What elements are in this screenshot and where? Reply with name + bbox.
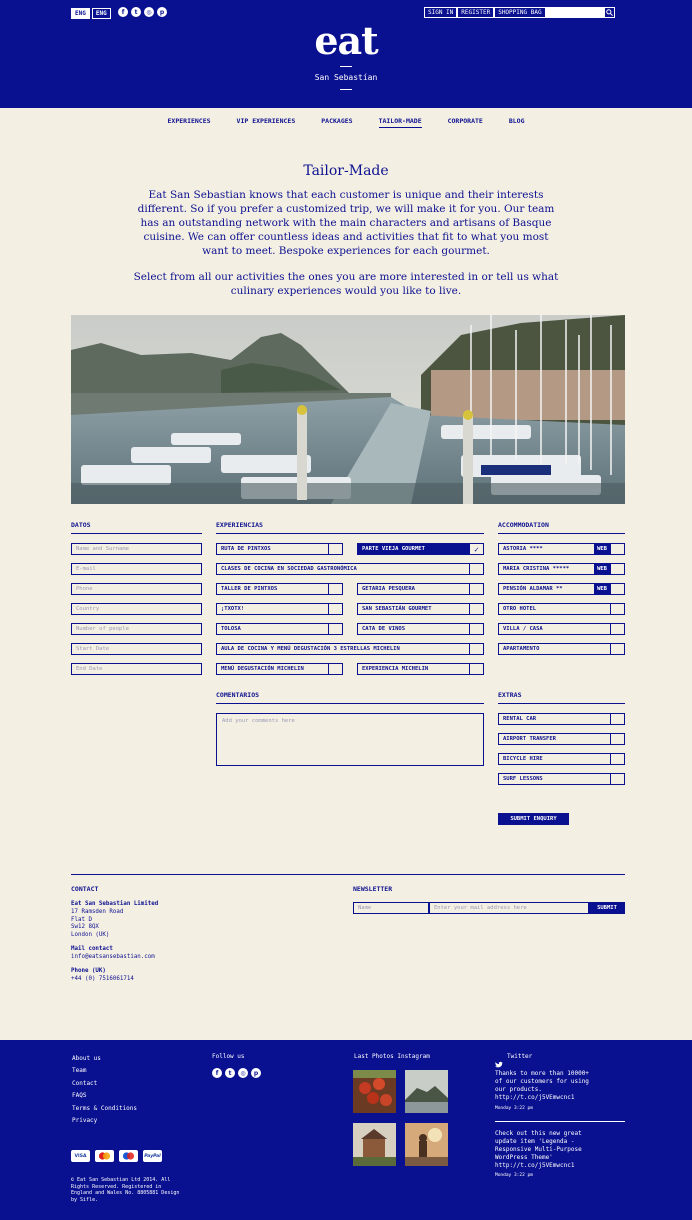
- logo-divider: [340, 89, 352, 90]
- lang-option-active[interactable]: ENG: [71, 8, 90, 19]
- payment-cards: [71, 1150, 162, 1162]
- company-name: Eat San Sebastian Limited: [71, 901, 159, 907]
- option-label: RENTAL CAR: [503, 716, 537, 722]
- exp-clases-de-cocina[interactable]: [216, 563, 484, 575]
- city-name: San Sebastían: [314, 73, 378, 82]
- option-label: VILLA / CASA: [503, 626, 543, 632]
- extra-rental-car[interactable]: [498, 713, 625, 725]
- email-field[interactable]: E-mail: [71, 563, 202, 575]
- mail-link[interactable]: info@eatsansebastian.com: [71, 953, 155, 960]
- search-icon[interactable]: [604, 7, 615, 18]
- nav-blog[interactable]: BLOG: [508, 117, 525, 125]
- checkbox[interactable]: [610, 604, 624, 614]
- option-label: SURF LESSONS: [503, 776, 543, 782]
- footer-link-contact[interactable]: Contact: [72, 1079, 98, 1087]
- facebook-icon[interactable]: f: [212, 1068, 222, 1078]
- option-label: PARTE VIEJA GOURMET: [362, 546, 425, 552]
- exp-getaria-pesquera[interactable]: [357, 583, 484, 595]
- checkbox[interactable]: [469, 644, 483, 654]
- section-divider: [71, 874, 625, 875]
- site-footer: [0, 1040, 692, 1220]
- visa-card-icon: VISA: [71, 1150, 90, 1162]
- option-label: BICYCLE HIRE: [503, 756, 543, 762]
- start-date-field[interactable]: Start Date: [71, 643, 202, 655]
- main-nav: [0, 117, 692, 128]
- footer-links: [72, 1053, 137, 1127]
- option-label: ¡TXOTX!: [221, 606, 245, 612]
- country-field[interactable]: Country: [71, 603, 202, 615]
- newsletter-email-input[interactable]: Enter your mail address here: [429, 902, 589, 914]
- address-line: 17 Ramsden Road: [71, 909, 124, 915]
- extras-heading: EXTRAS: [498, 691, 522, 699]
- address-line: London (UK): [71, 931, 110, 938]
- exp-experiencia-michelin[interactable]: [357, 663, 484, 675]
- checkbox[interactable]: [610, 644, 624, 654]
- experiencias-divider: [216, 533, 484, 534]
- footer-link-terms[interactable]: Terms & Conditions: [72, 1104, 138, 1112]
- exp-cata-de-vinos[interactable]: [357, 623, 484, 635]
- footer-link-team[interactable]: Team: [72, 1067, 87, 1075]
- nav-vip-experiences[interactable]: VIP EXPERIENCES: [236, 117, 296, 125]
- option-label: PENSIÓN ALDAMAR **: [503, 586, 563, 592]
- checkbox[interactable]: [469, 604, 483, 614]
- pinterest-icon[interactable]: p: [157, 7, 167, 17]
- web-link[interactable]: WEB: [594, 564, 610, 574]
- instagram-photo[interactable]: [353, 1123, 396, 1166]
- experiencias-heading: EXPERIENCIAS: [216, 521, 263, 529]
- mastercard-icon: [95, 1150, 114, 1162]
- checkbox[interactable]: [610, 714, 624, 724]
- footer-link-about[interactable]: About us: [72, 1055, 101, 1062]
- twitter-icon[interactable]: t: [131, 7, 141, 17]
- shopping-bag-link[interactable]: SHOPPING BAG: [494, 7, 545, 18]
- exp-san-sebastian-gourmet[interactable]: [357, 603, 484, 615]
- accommodation-divider: [498, 533, 625, 534]
- option-label: EXPERIENCIA MICHELIN: [362, 666, 429, 672]
- checkbox[interactable]: [328, 544, 342, 554]
- option-label: TOLOSA: [221, 626, 241, 632]
- checkbox[interactable]: [328, 664, 342, 674]
- nav-tailor-made[interactable]: TAILOR-MADE: [379, 117, 422, 128]
- people-field[interactable]: Number of people: [71, 623, 202, 635]
- comentarios-heading: COMENTARIOS: [216, 691, 260, 699]
- exp-aula-de-cocina[interactable]: [216, 643, 484, 655]
- exp-tolosa[interactable]: [216, 623, 343, 635]
- phone-field[interactable]: Phone: [71, 583, 202, 595]
- acc-astoria[interactable]: [498, 543, 625, 555]
- option-label: GETARIA PESQUERA: [362, 586, 415, 592]
- datos-heading: DATOS: [71, 521, 91, 529]
- acc-pension-aldamar[interactable]: [498, 583, 625, 595]
- nav-packages[interactable]: PACKAGES: [321, 117, 353, 125]
- option-label: MENÚ DEGUSTACIÓN MICHELIN: [221, 666, 304, 672]
- instagram-icon[interactable]: ◎: [238, 1068, 248, 1078]
- name-field[interactable]: Name and Surname: [71, 543, 202, 555]
- comentarios-divider: [216, 703, 484, 704]
- checkbox[interactable]: [469, 624, 483, 634]
- newsletter-submit-button[interactable]: SUBMIT: [589, 902, 625, 914]
- nav-corporate[interactable]: CORPORATE: [447, 117, 483, 125]
- phone-label: Phone (UK): [71, 968, 106, 974]
- checkbox[interactable]: [610, 544, 624, 554]
- facebook-icon[interactable]: f: [118, 7, 128, 17]
- instagram-heading: Last Photos Instagram: [354, 1053, 430, 1060]
- contact-heading: CONTACT: [71, 885, 99, 893]
- option-label: CATA DE VINOS: [362, 626, 406, 632]
- acc-apartamento[interactable]: [498, 643, 625, 655]
- checkbox[interactable]: [610, 584, 624, 594]
- harbour-photo: [71, 315, 625, 504]
- checkbox[interactable]: [610, 564, 624, 574]
- address-line: Sw12 8QX: [71, 924, 99, 930]
- option-label: APARTAMENTO: [503, 646, 540, 652]
- option-label: RUTA DE PINTXOS: [221, 546, 271, 552]
- datos-divider: [71, 533, 202, 534]
- web-link[interactable]: WEB: [594, 584, 610, 594]
- logo-divider: [340, 66, 352, 67]
- twitter-heading: Twitter: [507, 1053, 533, 1060]
- footer-link-faqs[interactable]: FAQS: [72, 1092, 87, 1100]
- newsletter-heading: NEWSLETTER: [353, 885, 393, 893]
- checkbox[interactable]: [328, 624, 342, 634]
- acc-villa-casa[interactable]: [498, 623, 625, 635]
- option-label: CLASES DE COCINA EN SOCIEDAD GASTRONÓMICA: [221, 566, 357, 572]
- register-link[interactable]: REGISTER: [457, 7, 494, 18]
- accommodation-heading: ACCOMMODATION: [498, 521, 549, 529]
- instagram-photo[interactable]: [353, 1070, 396, 1113]
- checkbox[interactable]: [610, 774, 624, 784]
- instagram-photo[interactable]: [405, 1070, 448, 1113]
- exp-parte-vieja-gourmet[interactable]: [357, 543, 484, 555]
- option-label: TALLER DE PINTXOS: [221, 586, 278, 592]
- footer-link-privacy[interactable]: Privacy: [72, 1117, 98, 1125]
- sign-in-link[interactable]: SIGN IN: [424, 7, 457, 18]
- submit-enquiry-button[interactable]: SUBMIT ENQUIRY: [498, 813, 569, 825]
- option-label: SAN SEBASTIÁN GOURMET: [362, 606, 432, 612]
- twitter-icon[interactable]: t: [225, 1068, 235, 1078]
- acc-otro-hotel[interactable]: [498, 603, 625, 615]
- paypal-card-icon: PayPal: [143, 1150, 162, 1162]
- address-line: Flat D: [71, 916, 92, 923]
- phone-number: +44 (0) 7516061714: [71, 975, 134, 982]
- checkbox[interactable]: [469, 564, 483, 574]
- option-label: AULA DE COCINA Y MENÚ DEGUSTACIÓN 3 ESTRELLAS MICHELIN: [221, 646, 400, 652]
- search-input[interactable]: [546, 7, 604, 18]
- extras-divider: [498, 703, 625, 704]
- site-logo[interactable]: eat: [314, 18, 378, 63]
- checkbox[interactable]: [328, 604, 342, 614]
- nav-experiences[interactable]: EXPERIENCES: [167, 117, 211, 125]
- web-link[interactable]: WEB: [594, 544, 610, 554]
- checkmark-icon[interactable]: ✓: [469, 544, 483, 554]
- instagram-photo[interactable]: [405, 1123, 448, 1166]
- checkbox[interactable]: [469, 584, 483, 594]
- extra-surf-lessons[interactable]: [498, 773, 625, 785]
- lang-option[interactable]: ENG: [92, 8, 111, 19]
- footer-social: [212, 1068, 261, 1078]
- checkbox[interactable]: [610, 734, 624, 744]
- option-label: ASTORIA ****: [503, 546, 543, 552]
- checkbox[interactable]: [610, 754, 624, 764]
- header-social: [118, 7, 167, 17]
- copyright-text: © Eat San Sebastian Ltd 2014. All Rights Reserved. Registered in England and Wales No. 8805881 Design by Sifle.: [71, 1177, 180, 1203]
- intro-text-secondary: Select from all our activities the ones you are more interested in or tell us what culinary experiences would you like to live.: [133, 271, 559, 297]
- page-title: Tailor-Made: [303, 163, 389, 179]
- tweet-date: Monday 3:22 pm: [495, 1106, 533, 1111]
- instagram-icon[interactable]: ◎: [144, 7, 154, 17]
- exp-taller-de-pintxos[interactable]: [216, 583, 343, 595]
- exp-txotx[interactable]: [216, 603, 343, 615]
- end-date-field[interactable]: End Date: [71, 663, 202, 675]
- extra-airport-transfer[interactable]: [498, 733, 625, 745]
- mail-label: Mail contact: [71, 946, 113, 952]
- comments-textarea[interactable]: Add your comments here: [216, 713, 484, 766]
- option-label: MARIA CRISTINA *****: [503, 566, 570, 572]
- tweet-text: Check out this new great update item 'Legenda - Responsive Multi-Purpose WordPress Theme' http://t.co/j5VEmwcnc1: [495, 1130, 582, 1169]
- checkbox[interactable]: [328, 584, 342, 594]
- acc-maria-cristina[interactable]: [498, 563, 625, 575]
- intro-text: Eat San Sebastian knows that each customer is unique and their interests different. So if you prefer a customized trip, we will make it for you. Our team has an outstanding network with the main characters and artisans of Basque cuisine. We can offer countless ideas and activities that fit to what you most want to meet. Bespoke experiences for each gourmet.: [137, 189, 555, 257]
- maestro-card-icon: [119, 1150, 138, 1162]
- checkbox[interactable]: [610, 624, 624, 634]
- exp-menu-degustacion[interactable]: [216, 663, 343, 675]
- newsletter-name-input[interactable]: Name: [353, 902, 429, 914]
- site-header: [0, 0, 692, 108]
- tweet-text: Thanks to more than 10000+ of our customers for using our products. http://t.co/j5VEmwcnc1: [495, 1070, 589, 1101]
- extra-bicycle-hire[interactable]: [498, 753, 625, 765]
- tweet-date: Monday 3:22 pm: [495, 1173, 533, 1178]
- follow-heading: Follow us: [212, 1053, 245, 1060]
- account-bar: [424, 7, 615, 18]
- contact-company: [71, 901, 158, 909]
- pinterest-icon[interactable]: p: [251, 1068, 261, 1078]
- checkbox[interactable]: [469, 664, 483, 674]
- option-label: AIRPORT TRANSFER: [503, 736, 556, 742]
- tweet-divider: [495, 1121, 625, 1122]
- exp-ruta-de-pintxos[interactable]: [216, 543, 343, 555]
- option-label: OTRO HOTEL: [503, 606, 537, 612]
